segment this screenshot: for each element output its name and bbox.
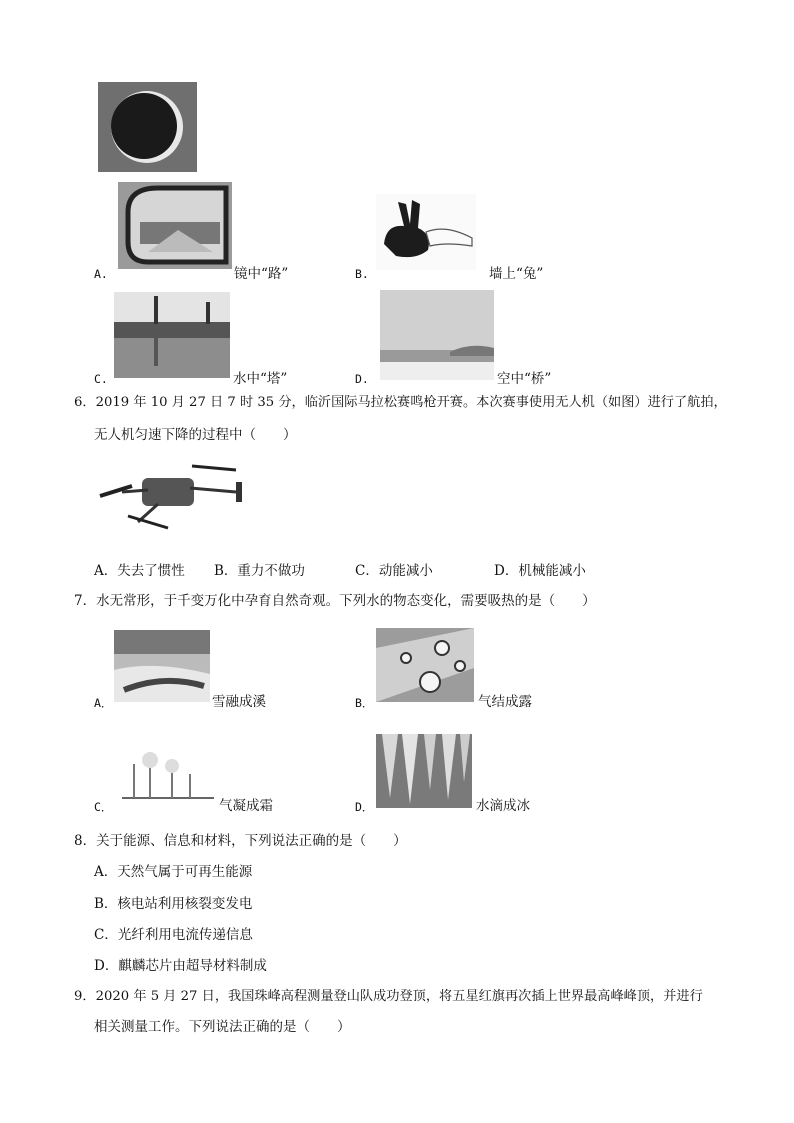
- dew-drops-photo: [376, 628, 474, 702]
- question-7-option-c-letter: C．: [94, 800, 113, 814]
- tower-reflection-photo: [114, 292, 230, 378]
- question-7-option-a-caption: 雪融成溪: [212, 694, 266, 710]
- question-8-option-b: B．核电站利用核裂变发电: [94, 896, 253, 912]
- question-6-stem-line-1: 6．2019 年 10 月 27 日 7 时 35 分，临沂国际马拉松赛鸣枪开赛。本次赛事使用无人机（如图）进行了航拍，: [74, 395, 727, 410]
- question-7-option-a-letter: A．: [94, 696, 113, 710]
- question-7-option-d-letter: D．: [355, 800, 374, 814]
- question-9-stem-line-1: 9．2020 年 5 月 27 日，我国珠峰高程测量登山队成功登顶，将五星红旗再次插上世界最高峰峰顶，并进行: [74, 989, 703, 1004]
- question-8-stem: 8．关于能源、信息和材料，下列说法正确的是（ ）: [74, 833, 407, 849]
- mirage-bridge-photo: [380, 290, 494, 380]
- q5-option-c-letter: C.: [94, 372, 108, 386]
- question-8-option-c: C．光纤利用电流传递信息: [94, 927, 253, 943]
- question-7-option-b-letter: B．: [355, 696, 374, 710]
- q5-option-b-caption: 墙上“兔”: [489, 266, 544, 282]
- question-6-stem-line-2: 无人机匀速下降的过程中（ ）: [94, 427, 297, 443]
- question-9-stem-line-2: 相关测量工作。下列说法正确的是（ ）: [94, 1019, 351, 1035]
- question-7-option-c-caption: 气凝成霜: [219, 798, 273, 814]
- question-8-option-d: D．麒麟芯片由超导材料制成: [94, 958, 267, 974]
- question-6-option-b: B．重力不做功: [214, 563, 305, 579]
- annular-eclipse-photo: [98, 82, 197, 172]
- question-6-option-c: C．动能减小: [355, 563, 433, 579]
- question-7-option-b-caption: 气结成露: [478, 694, 532, 710]
- frost-trees-photo: [116, 740, 216, 804]
- icicles-photo: [376, 734, 472, 808]
- q5-option-d-letter: D.: [355, 372, 369, 386]
- q5-option-a-letter: A.: [94, 267, 108, 281]
- question-6-option-a: A．失去了惯性: [94, 563, 185, 579]
- car-mirror-road-photo: [118, 182, 232, 269]
- snow-melting-stream-photo: [114, 630, 210, 702]
- q5-option-a-caption: 镜中“路”: [234, 266, 289, 282]
- q5-option-c-caption: 水中“塔”: [233, 371, 288, 387]
- question-6-option-d: D．机械能减小: [494, 563, 586, 579]
- q5-option-d-caption: 空中“桥”: [497, 371, 552, 387]
- q5-option-b-letter: B.: [355, 267, 369, 281]
- hand-shadow-rabbit-photo: [376, 194, 476, 270]
- question-7-option-d-caption: 水滴成冰: [476, 798, 530, 814]
- question-8-option-a: A．天然气属于可再生能源: [94, 864, 253, 880]
- question-7-stem: 7．水无常形，于千变万化中孕育自然奇观。下列水的物态变化，需要吸热的是（ ）: [74, 593, 596, 609]
- drone-photo: [98, 460, 246, 536]
